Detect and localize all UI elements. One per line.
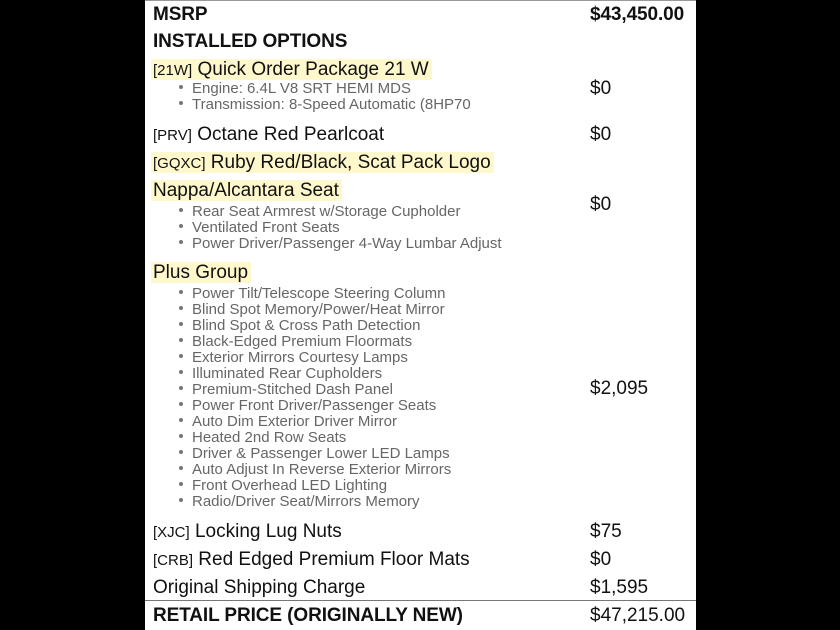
detail-item: Ventilated Front Seats (179, 220, 340, 236)
option-code: [CRB] (153, 552, 194, 569)
option-title (153, 262, 251, 284)
option-title (153, 549, 470, 571)
detail-item: Power Tilt/Telescope Steering Column (179, 286, 445, 302)
option-price: $0 (590, 549, 612, 570)
option-code: [XJC] (153, 524, 190, 541)
option-name: Plus Group (151, 262, 251, 283)
option-price: $75 (590, 521, 622, 542)
bullet-icon (179, 338, 183, 342)
top-divider (145, 0, 696, 1)
msrp-label: MSRP (153, 4, 208, 25)
detail-item: Driver & Passenger Lower LED Lamps (179, 446, 450, 462)
msrp-value: $43,450.00 (590, 4, 685, 25)
detail-item: Power Front Driver/Passenger Seats (179, 398, 436, 414)
bullet-icon (179, 224, 183, 228)
option-title (153, 577, 365, 599)
bullet-icon (179, 434, 183, 438)
option-name: Locking Lug Nuts (194, 521, 342, 542)
option-code: [GQXC] (153, 155, 206, 172)
installed-options-heading: INSTALLED OPTIONS (153, 31, 348, 52)
bullet-icon (179, 322, 183, 326)
bullet-icon (179, 402, 183, 406)
detail-item: Auto Dim Exterior Driver Mirror (179, 414, 397, 430)
bullet-icon (179, 354, 183, 358)
option-code: [PRV] (153, 127, 192, 144)
bullet-icon (179, 240, 183, 244)
bullet-icon (179, 306, 183, 310)
option-title (153, 152, 494, 174)
window-sticker (145, 0, 696, 630)
option-price: $0 (590, 194, 612, 215)
option-title-line2: Nappa/Alcantara Seat (153, 180, 342, 202)
detail-item: Front Overhead LED Lighting (179, 478, 387, 494)
retail-price-label: RETAIL PRICE (ORIGINALLY NEW) (153, 605, 463, 626)
option-name: Quick Order Package 21 W (197, 59, 429, 80)
option-price: $0 (590, 124, 612, 145)
bullet-icon (179, 208, 183, 212)
option-name: Red Edged Premium Floor Mats (198, 549, 470, 570)
detail-item: Exterior Mirrors Courtesy Lamps (179, 350, 408, 366)
option-title (153, 124, 384, 146)
detail-item: Engine: 6.4L V8 SRT HEMI MDS (179, 81, 411, 97)
total-divider (145, 600, 696, 601)
detail-item: Premium-Stitched Dash Panel (179, 382, 393, 398)
bullet-icon (179, 482, 183, 486)
bullet-icon (179, 101, 183, 105)
detail-item: Rear Seat Armrest w/Storage Cupholder (179, 204, 460, 220)
detail-item: Auto Adjust In Reverse Exterior Mirrors (179, 462, 451, 478)
bullet-icon (179, 290, 183, 294)
bullet-icon (179, 370, 183, 374)
option-name: Octane Red Pearlcoat (197, 124, 385, 145)
detail-item: Blind Spot & Cross Path Detection (179, 318, 420, 334)
detail-item: Transmission: 8-Speed Automatic (8HP70 (179, 97, 471, 113)
option-price: $1,595 (590, 577, 649, 598)
bullet-icon (179, 466, 183, 470)
option-title (153, 521, 342, 543)
option-code: [21W] (153, 62, 193, 79)
detail-item: Heated 2nd Row Seats (179, 430, 346, 446)
detail-item: Illuminated Rear Cupholders (179, 366, 382, 382)
detail-item: Blind Spot Memory/Power/Heat Mirror (179, 302, 445, 318)
bullet-icon (179, 450, 183, 454)
bullet-icon (179, 498, 183, 502)
retail-price-value: $47,215.00 (590, 605, 686, 626)
bullet-icon (179, 418, 183, 422)
detail-item: Power Driver/Passenger 4-Way Lumbar Adjust (179, 236, 502, 252)
bullet-icon (179, 386, 183, 390)
option-title (153, 59, 432, 81)
detail-item: Radio/Driver Seat/Mirrors Memory (179, 494, 420, 510)
option-price: $2,095 (590, 378, 649, 399)
bullet-icon (179, 85, 183, 89)
detail-item: Black-Edged Premium Floormats (179, 334, 412, 350)
option-name: Original Shipping Charge (153, 577, 366, 598)
option-name: Ruby Red/Black, Scat Pack Logo (210, 152, 491, 173)
option-price: $0 (590, 78, 612, 99)
